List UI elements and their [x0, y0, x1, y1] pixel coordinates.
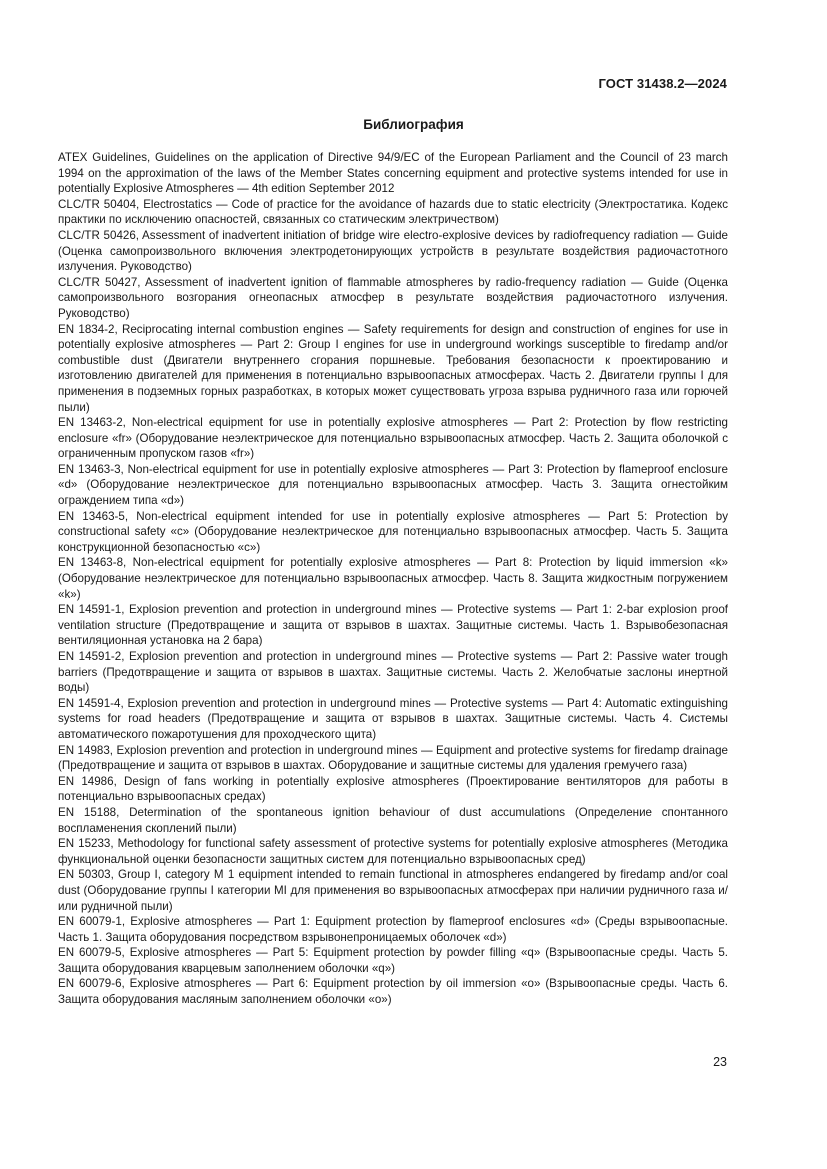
bibliography-entry: EN 60079-1, Explosive atmospheres — Part 1: Equipment protection by flameproof enclosures «d» (Среды взрывоопасные. Часть 1. Защита оборудования посредством взрывонепроницаемых оболочек «d»): [58, 915, 728, 944]
bibliography-entry: EN 13463-5, Non-electrical equipment intended for use in potentially explosive atmospheres — Part 5: Protection by constructional safety «c» (Оборудование неэлектрическое для потенциально взрывоопасных атмосфер. Часть 5. Защита конструкционной безопасностью «c»): [58, 509, 728, 554]
bibliography-entry: EN 14591-4, Explosion prevention and protection in underground mines — Protective systems — Part 4: Automatic extinguishing systems for road headers (Предотвращение и защита от взрывов в шахтах. Защитные системы. Часть 4. Системы автоматического пожаротушения для проходческого щита): [58, 696, 728, 741]
bibliography-entry: EN 60079-6, Explosive atmospheres — Part 6: Equipment protection by oil immersion «o» (Взрывоопасные среды. Часть 6. Защита оборудования масляным заполнением оболочки «o»): [58, 977, 728, 1007]
bibliography-entry: EN 1834-2, Reciprocating internal combustion engines — Safety requirements for design and construction of engines for use in potentially explosive atmospheres — Part 2: Group I engines for use in underground workings susceptible to firedamp and/or combustible dust (Двигатели внутреннего сгорания поршневые. Требования безопасности к проектированию и изготовлению двигателей для применения в потенциально взрывоопасных атмосферах. Часть 2. Двигатели группы I для применения в подземных горных разработках, в которых может существовать угроза взрыва рудничного газа или горючей пыли): [58, 322, 728, 414]
bibliography-entry: EN 13463-8, Non-electrical equipment for potentially explosive atmospheres — Part 8: Protection by liquid immersion «k» (Оборудование неэлектрическое для потенциально взрывоопасных атмосфер. Часть 8. Защита жидкостным погружением «k»): [58, 556, 728, 601]
page-number: 23: [713, 1055, 727, 1069]
bibliography-entry: ATEX Guidelines, Guidelines on the application of Directive 94/9/EC of the European Parliament and the Council of 23 march 1994 on the approximation of the laws of the Member States concerning equipment and protective systems intended for use in potentially Explosive Atmospheres — 4th edition September 2012: [58, 151, 728, 196]
document-id: ГОСТ 31438.2—2024: [598, 76, 727, 91]
bibliography-entry: EN 15188, Determination of the spontaneous ignition behaviour of dust accumulations (Определение спонтанного воспламенения скоплений пыли): [58, 805, 728, 835]
bibliography-entry: EN 14591-1, Explosion prevention and protection in underground mines — Protective systems — Part 1: 2-bar explosion proof ventilation structure (Предотвращение и защита от взрывов в шахтах. Защитные системы. Часть 1. Взрывобезопасная вентиляционная установка на 2 бара): [58, 603, 728, 648]
bibliography-entry: EN 50303, Group I, category M 1 equipment intended to remain functional in atmospheres endangered by firedamp and/or coal dust (Оборудование группы I категории MI для применения во взрывоопасных атмосферах при наличии рудничного газа и/или рудничной пыли): [58, 868, 728, 913]
bibliography-entry: EN 15233, Methodology for functional safety assessment of protective systems for potentially explosive atmospheres (Методика функциональной оценки безопасности защитных систем для потенциально взрывоопасных сред): [58, 837, 728, 866]
bibliography-entry: EN 60079-5, Explosive atmospheres — Part 5: Equipment protection by powder filling «q» (Взрывоопасные среды. Часть 5. Защита оборудования кварцевым заполнением оболочки «q»): [58, 946, 728, 975]
bibliography-entry: EN 14986, Design of fans working in potentially explosive atmospheres (Проектирование вентиляторов для работы в потенциально взрывоопасных средах): [58, 774, 728, 804]
bibliography-entry: CLC/TR 50426, Assessment of inadvertent initiation of bridge wire electro-explosive devices by radiofrequency radiation — Guide (Оценка самопроизвольного включения электродетонирующих устройств в результате воздействия радиочастотного излучения. Руководство): [58, 228, 728, 274]
bibliography-entry: CLC/TR 50427, Assessment of inadvertent ignition of flammable atmospheres by radio-frequency radiation — Guide (Оценка самопроизвольного возгорания огнеопасных атмосфер в результате воздействия радиочастотного излучения. Руководство): [58, 275, 728, 320]
bibliography-entry: EN 13463-3, Non-electrical equipment for use in potentially explosive atmospheres — Part 3: Protection by flameproof enclosure «d» (Оборудование неэлектрическое для потенциально взрывоопасных атмосфер. Часть 3. Защита огнестойким ограждением типа «d»): [58, 462, 728, 508]
bibliography-entry: EN 13463-2, Non-electrical equipment for use in potentially explosive atmospheres — Part 2: Protection by flow restricting enclosure «fr» (Оборудование неэлектрическое для потенциально взрывоопасных атмосфер. Часть 2. Защита оболочкой с ограниченным пропуском газов «fr»): [58, 416, 728, 461]
bibliography-list: [58, 150, 728, 1008]
bibliography-entry: EN 14591-2, Explosion prevention and protection in underground mines — Protective systems — Part 2: Passive water trough barriers (Предотвращение и защита от взрывов в шахтах. Защитные системы. Часть 2. Желобчатые заслоны инертной воды): [58, 650, 728, 695]
page-title: Библиография: [363, 117, 464, 132]
bibliography-entry: CLC/TR 50404, Electrostatics — Code of practice for the avoidance of hazards due to static electricity (Электростатика. Кодекс практики по исключению опасностей, связанных со статическим электричеством): [58, 197, 728, 227]
bibliography-entry: EN 14983, Explosion prevention and protection in underground mines — Equipment and protective systems for firedamp drainage (Предотвращение и защита от взрывов в шахтах. Оборудование и защитные системы для удаления гремучего газа): [58, 743, 728, 773]
